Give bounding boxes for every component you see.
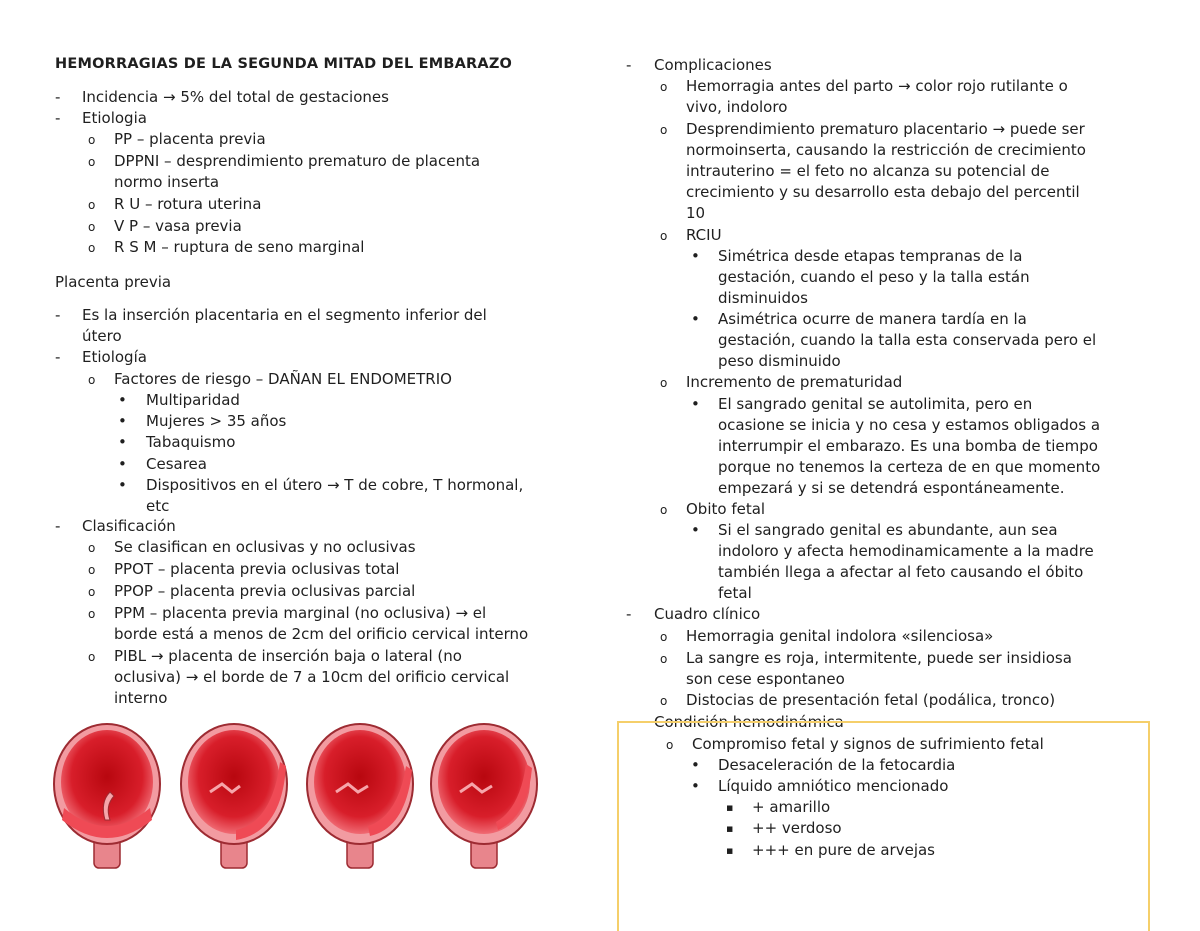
circle-marker: o xyxy=(88,133,96,147)
circle-marker: o xyxy=(88,650,96,664)
list-item: Multiparidad xyxy=(146,391,240,409)
bullet-marker: • xyxy=(691,521,700,539)
list-item: gestación, cuando el peso y la talla están xyxy=(718,268,1030,286)
circle-marker: o xyxy=(660,652,668,666)
bullet-marker: • xyxy=(691,756,700,774)
list-item: también llega a afectar al feto causando el óbito xyxy=(718,563,1084,581)
dash-marker: - xyxy=(55,109,61,127)
bullet-marker: • xyxy=(691,247,700,265)
list-item: normo inserta xyxy=(114,173,220,191)
list-item: Si el sangrado genital es abundante, aun sea xyxy=(718,521,1058,539)
clasificacion-heading: Clasificación xyxy=(82,517,176,535)
circle-marker: o xyxy=(88,155,96,169)
list-item: porque no tenemos la certeza de en que momento xyxy=(718,458,1101,476)
list-item: Se clasifican en oclusivas y no oclusivas xyxy=(114,538,416,556)
list-item: Dispositivos en el útero → T de cobre, T hormonal, xyxy=(146,476,524,494)
list-item: Factores de riesgo – DAÑAN EL ENDOMETRIO xyxy=(114,370,452,388)
dash-marker: - xyxy=(55,517,61,535)
incidencia-text: Incidencia → 5% del total de gestaciones xyxy=(82,88,389,106)
etiologia-heading: Etiologia xyxy=(82,109,147,127)
circle-marker: o xyxy=(88,541,96,555)
bullet-marker: • xyxy=(691,777,700,795)
square-marker: ▪ xyxy=(726,822,734,835)
list-item: V P – vasa previa xyxy=(114,217,242,235)
list-item: empezará y si se detendrá espontáneamente. xyxy=(718,479,1065,497)
uterus-partial-occlusive xyxy=(181,724,287,868)
list-item: + amarillo xyxy=(752,798,831,816)
list-item: +++ en pure de arvejas xyxy=(752,841,935,859)
list-item: interrumpir el embarazo. Es una bomba de tiempo xyxy=(718,437,1098,455)
list-item: crecimiento y su desarrollo esta debajo del percentil xyxy=(686,183,1080,201)
list-item: Distocias de presentación fetal (podálica, tronco) xyxy=(686,691,1056,709)
list-item: son cese espontaneo xyxy=(686,670,845,688)
page-title: HEMORRAGIAS DE LA SEGUNDA MITAD DEL EMBARAZO xyxy=(55,56,513,72)
list-item: PPM – placenta previa marginal (no oclusiva) → el xyxy=(114,604,487,622)
circle-marker: o xyxy=(660,80,668,94)
bullet-marker: • xyxy=(118,433,127,451)
circle-marker: o xyxy=(88,585,96,599)
list-item: 10 xyxy=(686,204,706,222)
cuadro-heading: Cuadro clínico xyxy=(654,605,761,623)
list-item: Desprendimiento prematuro placentario → puede ser xyxy=(686,120,1085,138)
condicion-heading: Condición hemodinámica xyxy=(654,713,844,731)
uterus-low-insertion xyxy=(431,724,537,868)
etiologia-heading: Etiología xyxy=(82,348,147,366)
list-item: DPPNI – desprendimiento prematuro de placenta xyxy=(114,152,481,170)
list-item: La sangre es roja, intermitente, puede ser insidiosa xyxy=(686,649,1072,667)
list-item: Cesarea xyxy=(146,455,207,473)
list-item: borde está a menos de 2cm del orificio cervical interno xyxy=(114,625,529,643)
list-item: PPOT – placenta previa oclusivas total xyxy=(114,560,400,578)
circle-marker: o xyxy=(88,373,96,387)
list-item: Hemorragia antes del parto → color rojo rutilante o xyxy=(686,77,1068,95)
uterus-total-occlusive xyxy=(54,724,160,868)
square-marker: ▪ xyxy=(726,844,734,857)
selection-highlight-box xyxy=(617,721,1150,931)
list-item: El sangrado genital se autolimita, pero en xyxy=(718,395,1033,413)
circle-marker: o xyxy=(660,630,668,644)
list-item: ocasione se inicia y no cesa y estamos obligados a xyxy=(718,416,1101,434)
circle-marker: o xyxy=(666,738,674,752)
circle-marker: o xyxy=(88,241,96,255)
list-item: RCIU xyxy=(686,226,722,244)
list-item: Mujeres > 35 años xyxy=(146,412,287,430)
list-item: disminuidos xyxy=(718,289,808,307)
circle-marker: o xyxy=(660,694,668,708)
dash-marker: - xyxy=(626,56,632,74)
list-item: Asimétrica ocurre de manera tardía en la xyxy=(718,310,1027,328)
bullet-marker: • xyxy=(691,395,700,413)
definition-text: Es la inserción placentaria en el segmento inferior del xyxy=(82,306,487,324)
list-item: vivo, indoloro xyxy=(686,98,788,116)
list-item: PPOP – placenta previa oclusivas parcial xyxy=(114,582,416,600)
list-item: Tabaquismo xyxy=(146,433,236,451)
dash-marker: - xyxy=(55,88,61,106)
definition-text: útero xyxy=(82,327,122,345)
list-item: R U – rotura uterina xyxy=(114,195,262,213)
list-item: PIBL → placenta de inserción baja o lateral (no xyxy=(114,647,462,665)
circle-marker: o xyxy=(660,503,668,517)
circle-marker: o xyxy=(88,220,96,234)
circle-marker: o xyxy=(660,376,668,390)
list-item: R S M – ruptura de seno marginal xyxy=(114,238,365,256)
circle-marker: o xyxy=(660,229,668,243)
uterus-marginal xyxy=(307,724,413,868)
placenta-previa-illustration xyxy=(50,722,580,872)
list-item: gestación, cuando la talla esta conservada pero el xyxy=(718,331,1097,349)
list-item: Desaceleración de la fetocardia xyxy=(718,756,956,774)
list-item: ++ verdoso xyxy=(752,819,842,837)
square-marker: ▪ xyxy=(726,801,734,814)
list-item: Líquido amniótico mencionado xyxy=(718,777,949,795)
bullet-marker: • xyxy=(118,455,127,473)
list-item: Hemorragia genital indolora «silenciosa» xyxy=(686,627,994,645)
dash-marker: - xyxy=(626,605,632,623)
list-item: oclusiva) → el borde de 7 a 10cm del orificio cervical xyxy=(114,668,510,686)
list-item: Obito fetal xyxy=(686,500,766,518)
list-item: peso disminuido xyxy=(718,352,841,370)
list-item: indoloro y afecta hemodinamicamente a la madre xyxy=(718,542,1094,560)
list-item: normoinserta, causando la restricción de crecimiento xyxy=(686,141,1086,159)
circle-marker: o xyxy=(88,563,96,577)
circle-marker: o xyxy=(660,123,668,137)
bullet-marker: • xyxy=(118,412,127,430)
list-item: etc xyxy=(146,497,170,515)
list-item: PP – placenta previa xyxy=(114,130,266,148)
section-heading: Placenta previa xyxy=(55,273,172,291)
bullet-marker: • xyxy=(118,391,127,409)
dash-marker: - xyxy=(55,348,61,366)
list-item: Incremento de prematuridad xyxy=(686,373,903,391)
complicaciones-heading: Complicaciones xyxy=(654,56,772,74)
circle-marker: o xyxy=(88,607,96,621)
list-item: Simétrica desde etapas tempranas de la xyxy=(718,247,1023,265)
list-item: intrauterino = el feto no alcanza su potencial de xyxy=(686,162,1050,180)
bullet-marker: • xyxy=(691,310,700,328)
bullet-marker: • xyxy=(118,476,127,494)
list-item: fetal xyxy=(718,584,752,602)
list-item: interno xyxy=(114,689,168,707)
list-item: Compromiso fetal y signos de sufrimiento fetal xyxy=(692,735,1044,753)
dash-marker: - xyxy=(55,306,61,324)
circle-marker: o xyxy=(88,198,96,212)
